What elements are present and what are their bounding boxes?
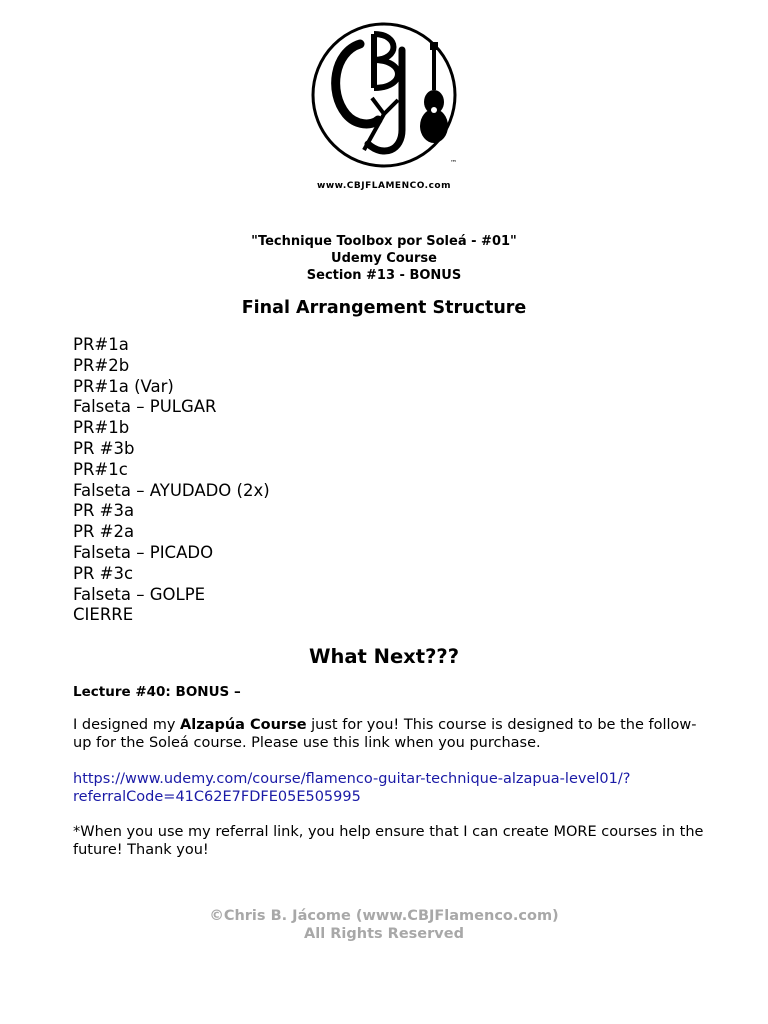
course-section: Section #13 - BONUS [306, 268, 462, 283]
referral-note: *When you use my referral link, you help ensure that I can create MORE courses in the future! Thank you! [73, 824, 704, 858]
list-item: PR#1c [73, 459, 128, 479]
referral-link-line2: referralCode=41C62E7FDFE05E505995 [73, 788, 361, 805]
list-item: PR#2b [73, 355, 130, 375]
referral-link[interactable] [73, 771, 713, 806]
list-item: Falseta – PULGAR [73, 397, 217, 417]
list-item: CIERRE [73, 605, 134, 625]
logo-url-text: www.CBJFLAMENCO.com [317, 181, 451, 191]
list-item: PR#1a [73, 335, 129, 354]
copyright-footer [0, 907, 768, 943]
lecture-heading: Lecture #40: BONUS – [73, 684, 241, 700]
rights-line: All Rights Reserved [304, 926, 464, 942]
document-header [0, 233, 768, 284]
structure-title: Final Arrangement Structure [241, 298, 527, 318]
list-item: PR #3c [73, 563, 134, 583]
cbj-logo [306, 22, 464, 172]
referral-link-line1: https://www.udemy.com/course/flamenco-guitar-technique-alzapua-level01/? [73, 771, 631, 787]
course-platform: Udemy Course [331, 251, 437, 266]
list-item: Falseta – GOLPE [73, 584, 206, 604]
list-item: PR #3a [73, 501, 135, 521]
trademark-symbol: ™ [450, 159, 457, 167]
course-name: Alzapúa Course [180, 717, 307, 733]
course-paragraph [73, 717, 713, 752]
course-title: "Technique Toolbox por Soleá - #01" [251, 234, 517, 249]
structure-list [73, 335, 270, 626]
cbj-logo-graphic [306, 22, 464, 172]
what-next-title: What Next??? [308, 645, 460, 668]
list-item: PR #2a [73, 522, 135, 542]
copyright-line: ©Chris B. Jácome (www.CBJFlamenco.com) [209, 908, 559, 924]
paragraph-text-end: just for you! This course is designed to be the follow-up for the Soleá course. Please use this link when you purchase. [73, 717, 697, 751]
list-item: Falseta – PICADO [73, 542, 214, 562]
paragraph-text-start: I designed my [73, 717, 181, 733]
list-item: PR#1b [73, 418, 130, 438]
list-item: PR #3b [73, 438, 135, 458]
list-item: Falseta – AYUDADO (2x) [73, 480, 270, 500]
list-item: PR#1a (Var) [73, 376, 174, 396]
